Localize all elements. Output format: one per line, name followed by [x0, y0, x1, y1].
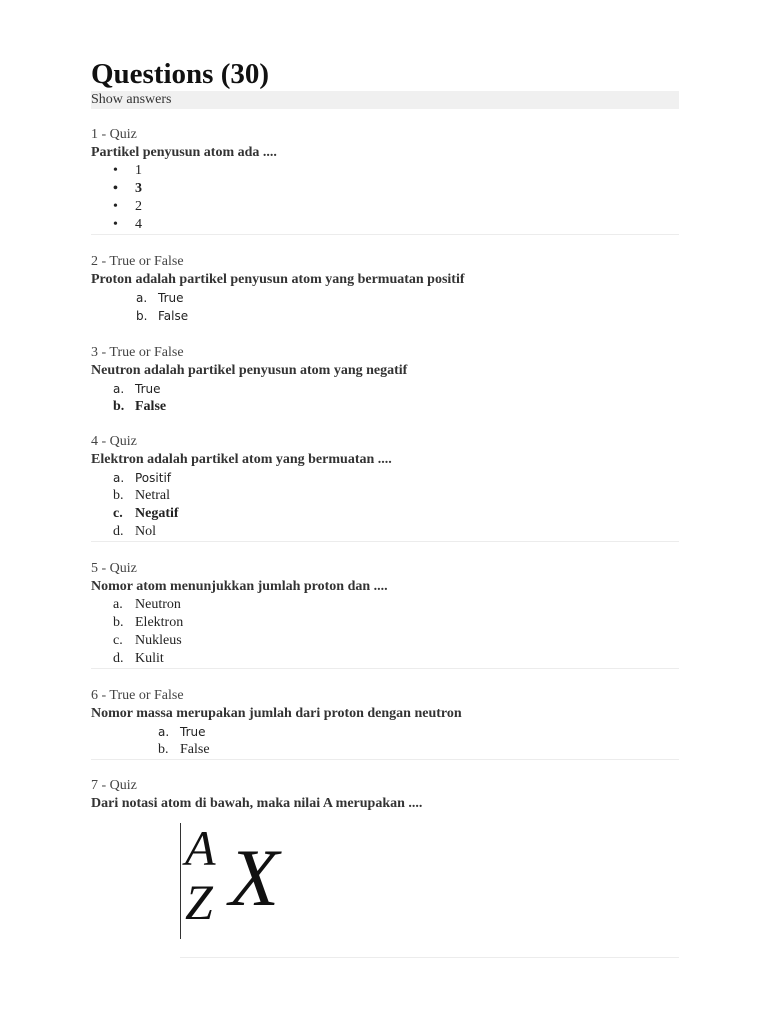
question-type: 3 - True or False: [91, 345, 184, 360]
question-text: Nomor massa merupakan jumlah dari proton dengan neutron: [91, 706, 462, 721]
question-type: 1 - Quiz: [91, 127, 137, 142]
question-1: [91, 126, 679, 235]
option-marker: •: [113, 199, 118, 214]
divider: [180, 957, 679, 958]
show-answers-toggle[interactable]: Show answers: [91, 91, 679, 109]
answer-options: [136, 289, 679, 325]
option-label: Neutron: [135, 597, 181, 612]
answer-option: [113, 632, 679, 650]
question-text: Nomor atom menunjukkan jumlah proton dan ....: [91, 579, 388, 594]
answer-option: [113, 198, 679, 216]
option-marker: d.: [113, 651, 124, 666]
option-label: Netral: [135, 488, 170, 503]
question-3: [91, 344, 679, 416]
answer-options: [113, 380, 679, 416]
answer-option: [113, 614, 679, 632]
question-7: [91, 777, 679, 958]
answer-options: [113, 596, 679, 668]
option-marker: a.: [113, 382, 125, 396]
option-marker: a.: [158, 725, 170, 739]
question-type: 5 - Quiz: [91, 561, 137, 576]
question-text: Partikel penyusun atom ada ....: [91, 145, 277, 160]
option-marker: •: [113, 181, 118, 196]
question-type: 4 - Quiz: [91, 434, 137, 449]
option-label: Nol: [135, 524, 156, 539]
option-label: 4: [135, 217, 142, 232]
option-marker: a.: [136, 291, 148, 305]
answer-option: [113, 596, 679, 614]
question-type: 7 - Quiz: [91, 778, 137, 793]
answer-option: [113, 216, 679, 234]
question-type: 6 - True or False: [91, 688, 184, 703]
question-type: 2 - True or False: [91, 254, 184, 269]
mass-number-symbol: A: [185, 820, 216, 876]
atomic-number-symbol: Z: [185, 874, 213, 930]
answer-option: [113, 487, 679, 505]
element-symbol: X: [229, 832, 280, 923]
answer-option-correct: [113, 398, 679, 416]
option-marker: b.: [158, 742, 169, 757]
answer-option-correct: [113, 505, 679, 523]
question-text: Proton adalah partikel penyusun atom yang bermuatan positif: [91, 272, 465, 287]
option-marker: b.: [113, 399, 125, 414]
answer-option-correct: [113, 180, 679, 198]
option-label: Positif: [135, 471, 171, 485]
option-marker: b.: [136, 309, 148, 323]
option-label: Elektron: [135, 615, 184, 630]
option-label: Kulit: [135, 651, 164, 666]
question-5: [91, 560, 679, 669]
questions-page: [91, 56, 679, 958]
answer-option: [158, 723, 679, 741]
answer-option: [158, 741, 679, 759]
option-label: False: [180, 742, 210, 757]
option-marker: d.: [113, 524, 124, 539]
option-label: True: [180, 725, 206, 739]
page-title: Questions (30): [91, 58, 270, 90]
option-marker: •: [113, 217, 118, 232]
option-marker: c.: [113, 506, 123, 521]
answer-option: [136, 289, 679, 307]
answer-option: [113, 469, 679, 487]
question-text: Elektron adalah partikel atom yang bermuatan ....: [91, 452, 392, 467]
option-label: 2: [135, 199, 142, 214]
option-marker: a.: [113, 597, 123, 612]
option-label: Negatif: [135, 506, 179, 521]
answer-options: [113, 469, 679, 541]
option-label: False: [158, 309, 189, 323]
answer-option: [113, 650, 679, 668]
option-label: 3: [135, 181, 142, 196]
answer-option: [113, 380, 679, 398]
option-marker: •: [113, 163, 118, 178]
option-label: True: [158, 291, 184, 305]
option-marker: c.: [113, 633, 123, 648]
option-label: False: [135, 399, 167, 414]
question-6: [91, 687, 679, 760]
question-text: Neutron adalah partikel penyusun atom yang negatif: [91, 363, 408, 378]
atom-notation-image: [180, 820, 311, 939]
question-2: [91, 253, 679, 325]
answer-options: [113, 162, 679, 234]
answer-options: [158, 723, 679, 759]
option-label: 1: [135, 163, 142, 178]
option-marker: b.: [113, 488, 124, 503]
option-label: Nukleus: [135, 633, 182, 648]
option-marker: a.: [113, 471, 125, 485]
answer-option: [113, 162, 679, 180]
option-marker: b.: [113, 615, 124, 630]
answer-option: [113, 523, 679, 541]
question-4: [91, 433, 679, 542]
option-label: True: [135, 382, 161, 396]
answer-option: [136, 307, 679, 325]
question-text: Dari notasi atom di bawah, maka nilai A merupakan ....: [91, 796, 423, 811]
